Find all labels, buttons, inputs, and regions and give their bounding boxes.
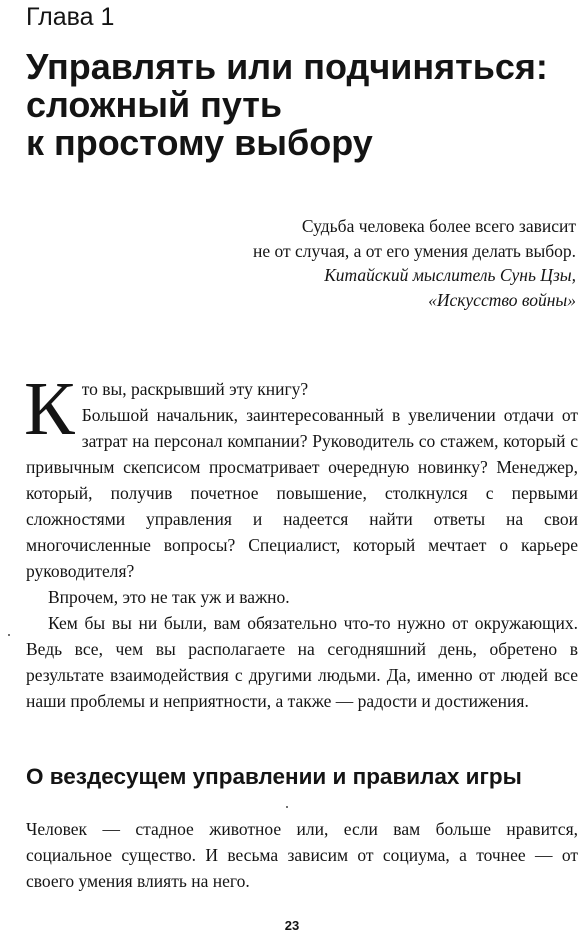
chapter-title-line: сложный путь xyxy=(26,84,283,125)
intro-paragraph-first xyxy=(24,367,578,451)
epigraph-quote-line: не от случая, а от его умения делать выбор. xyxy=(252,240,576,261)
chapter-title xyxy=(26,48,566,162)
intro-paragraph: Большой начальник, заинтересованный в увеличении отдачи от затрат на персонал компании? Руководитель со стажем, который с привычным скепсисом просматривает очередную новинку? Менеджер, который, получив почетное повышение, столкнулся с первыми сложностями управления и надеется найти ответы на свои многочисленные вопросы? Специалист, который мечтает о карьере руководителя? xyxy=(26,405,578,581)
chapter-title-line: к простому выбору xyxy=(26,122,373,163)
drop-cap: К xyxy=(24,367,75,451)
section-heading: О вездесущем управлении и правилах игры xyxy=(26,764,522,789)
page-number: 23 xyxy=(284,918,300,933)
epigraph-attribution-author: Китайский мыслитель Сунь Цзы, xyxy=(324,265,576,285)
intro-paragraph-text: то вы, раскрывший эту книгу? xyxy=(81,379,309,399)
intro-text xyxy=(24,367,578,714)
scan-speck xyxy=(286,806,288,808)
section-text xyxy=(26,816,578,894)
chapter-label: Глава 1 xyxy=(26,3,115,31)
epigraph xyxy=(156,214,576,312)
chapter-title-line: Управлять или подчиняться: xyxy=(26,46,548,87)
section-paragraph: Человек — стадное животное или, если вам больше нравится, социальное существо. И весьма зависим от социума, а точнее — от своего умения влиять на него. xyxy=(26,819,578,891)
epigraph-quote-line: Судьба человека более всего зависит xyxy=(301,216,576,236)
scan-speck xyxy=(8,634,10,636)
epigraph-attribution-work: «Искусство войны» xyxy=(428,289,576,310)
intro-paragraph: Кем бы вы ни были, вам обязательно что-то нужно от окружающих. Ведь все, чем вы располагаете на сегодняшний день, обретено в результате взаимодействия с другими людьми. Да, именно от людей все наши проблемы и неприятности, а также — радости и достижения. xyxy=(26,613,578,711)
intro-paragraph: Впрочем, это не так уж и важно. xyxy=(48,587,290,607)
